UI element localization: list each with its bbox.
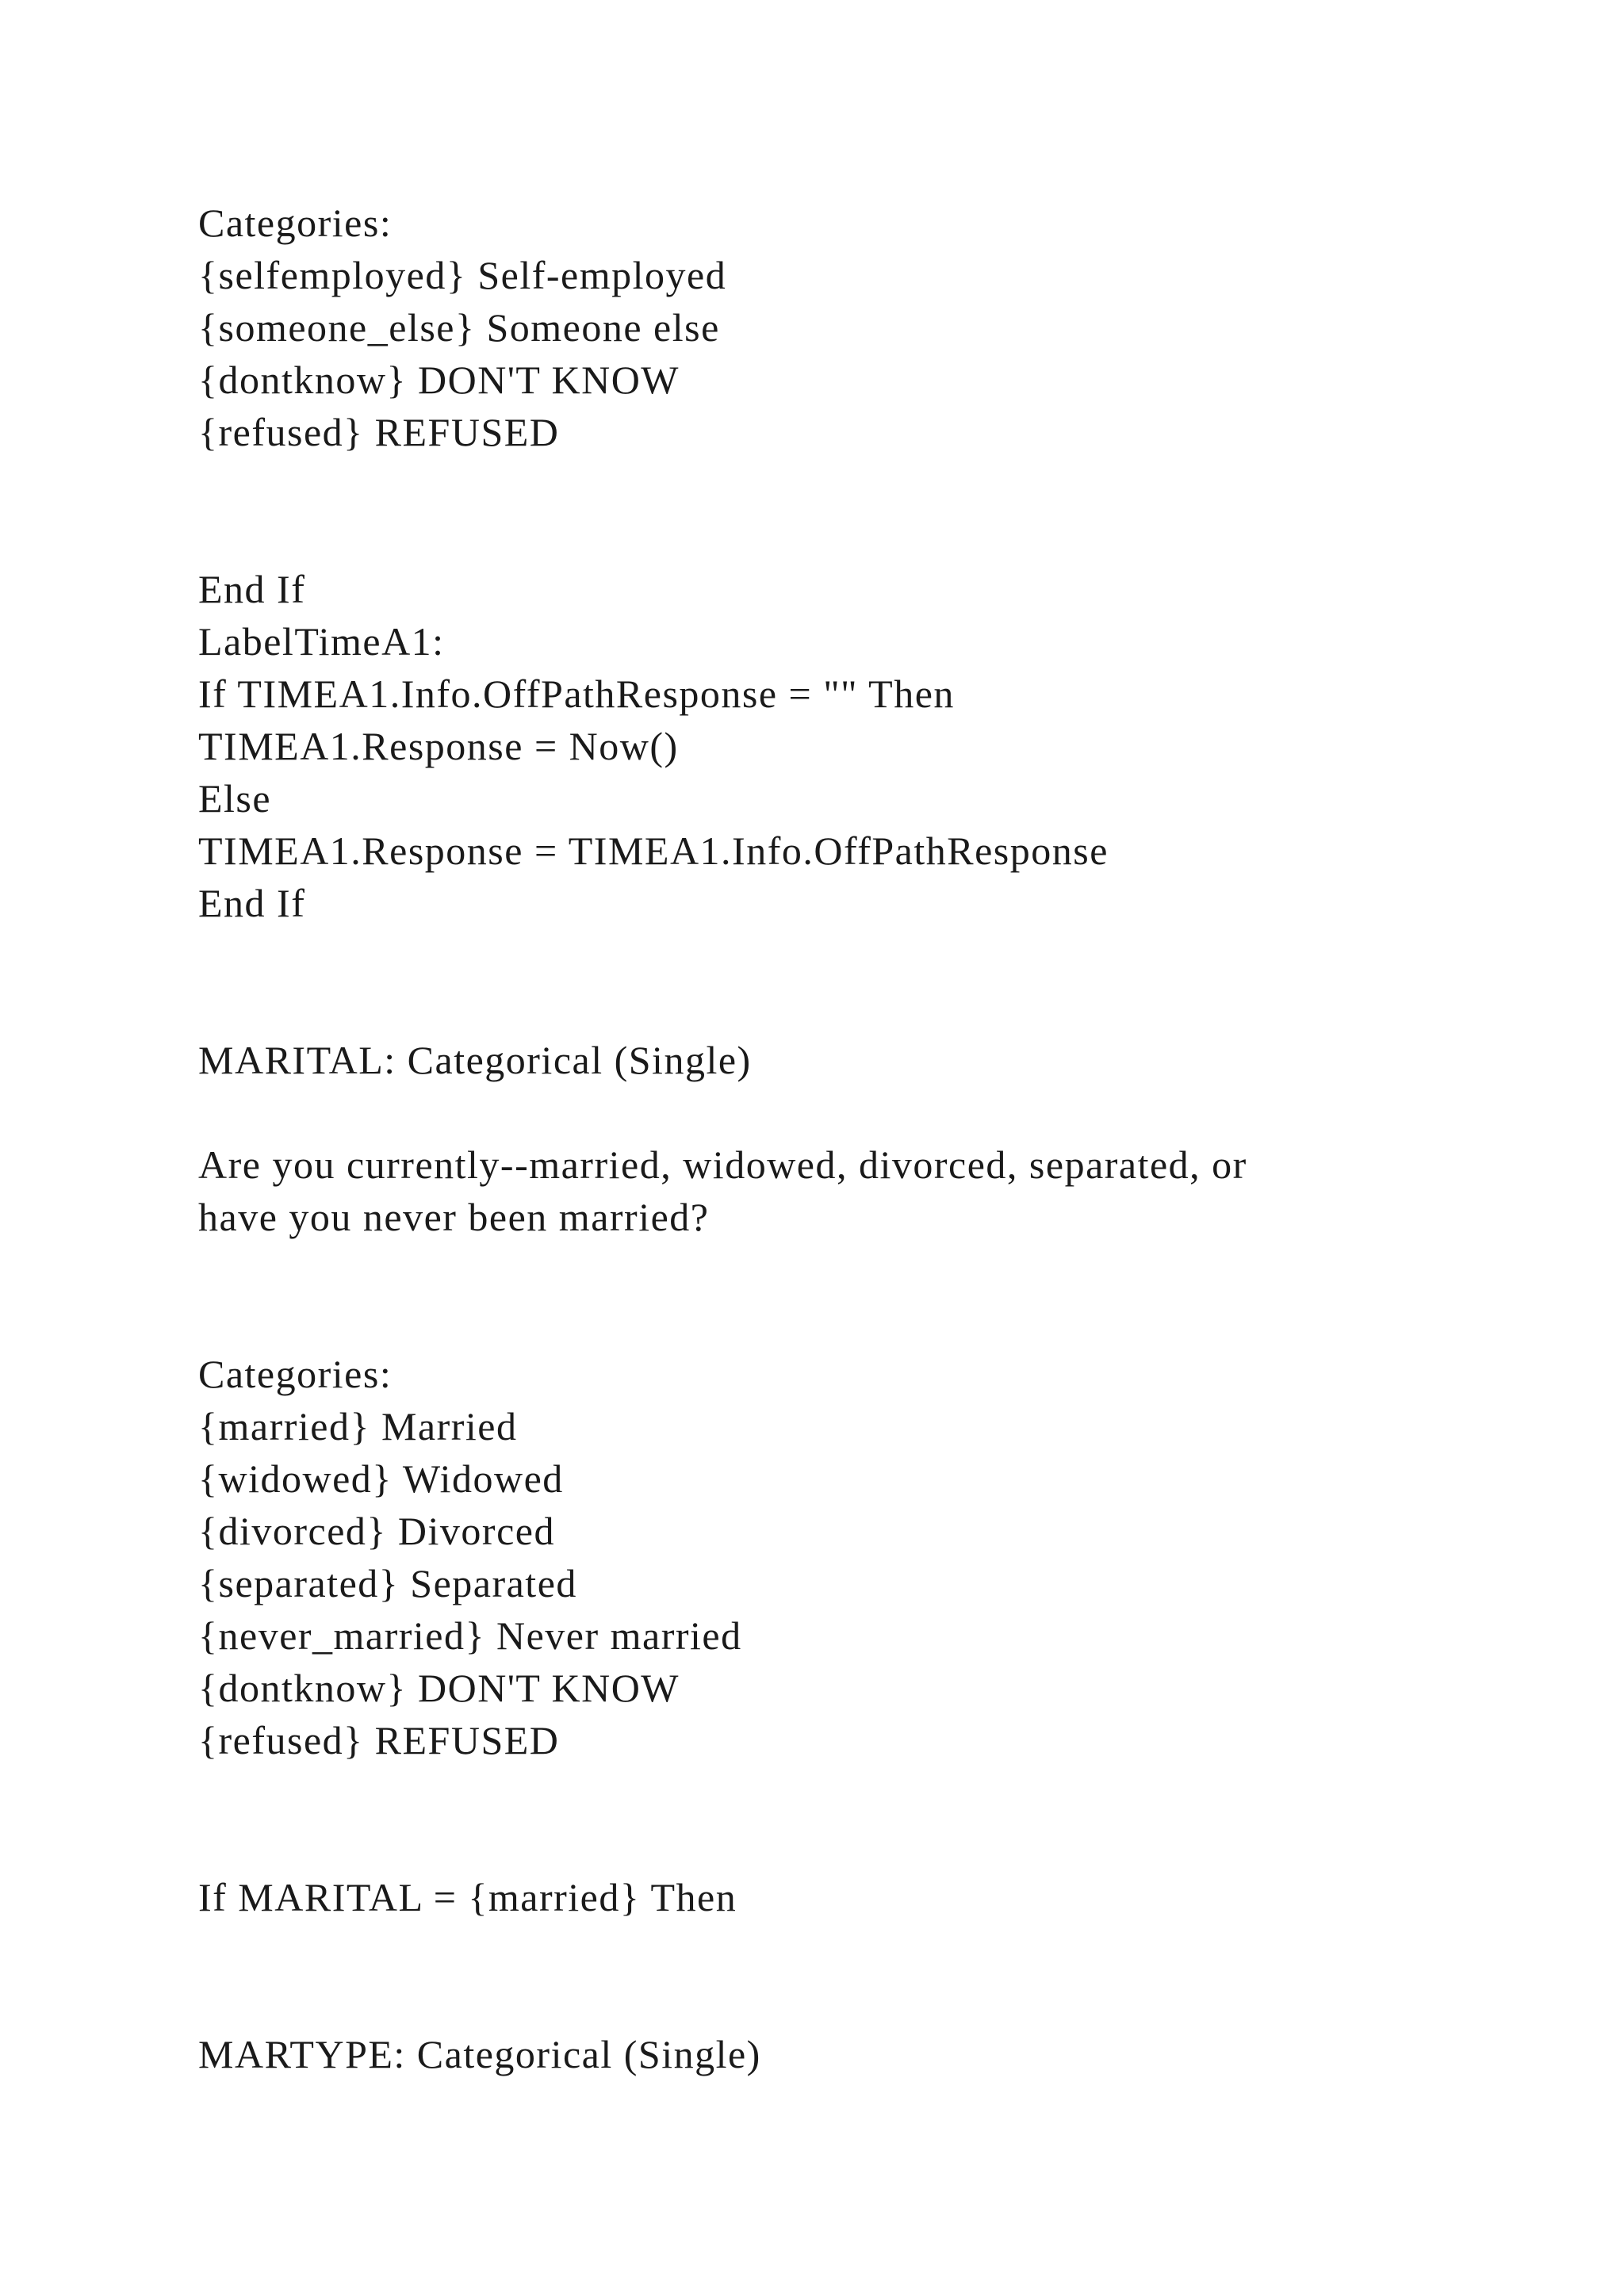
- code-line: TIMEA1.Response = TIMEA1.Info.OffPathResponse: [198, 828, 1109, 873]
- category-item: {divorced} Divorced: [198, 1509, 555, 1553]
- code-line: End If: [198, 567, 306, 611]
- document-content: [198, 197, 1435, 2080]
- spacer: [198, 1086, 1435, 1138]
- categories-label: Categories:: [198, 201, 393, 245]
- code-line: LabelTimeA1:: [198, 619, 445, 664]
- question-text-line: Are you currently--married, widowed, divorced, separated, or: [198, 1142, 1247, 1187]
- spacer: [198, 1243, 1435, 1348]
- spacer: [198, 1766, 1435, 1871]
- category-item: {refused} REFUSED: [198, 410, 560, 454]
- categories-label: Categories:: [198, 1352, 393, 1396]
- question-text-line: have you never been married?: [198, 1195, 710, 1239]
- category-item: {never_married} Never married: [198, 1613, 742, 1658]
- category-item: {married} Married: [198, 1404, 518, 1448]
- category-item: {selfemployed} Self-employed: [198, 253, 727, 297]
- question-heading-marital: MARITAL: Categorical (Single): [198, 1038, 752, 1082]
- code-line: TIMEA1.Response = Now(): [198, 724, 679, 768]
- spacer: [198, 929, 1435, 1034]
- code-line: If TIMEA1.Info.OffPathResponse = "" Then: [198, 672, 955, 716]
- category-item: {dontknow} DON'T KNOW: [198, 358, 680, 402]
- spacer: [198, 458, 1435, 563]
- category-item: {someone_else} Someone else: [198, 305, 720, 350]
- code-line: End If: [198, 881, 306, 925]
- category-item: {refused} REFUSED: [198, 1718, 560, 1762]
- code-line: Else: [198, 776, 272, 821]
- question-heading-martype: MARTYPE: Categorical (Single): [198, 2032, 761, 2076]
- condition-line: If MARITAL = {married} Then: [198, 1875, 737, 1919]
- spacer: [198, 1923, 1435, 2028]
- category-item: {dontknow} DON'T KNOW: [198, 1666, 680, 1710]
- category-item: {widowed} Widowed: [198, 1456, 564, 1501]
- category-item: {separated} Separated: [198, 1561, 577, 1605]
